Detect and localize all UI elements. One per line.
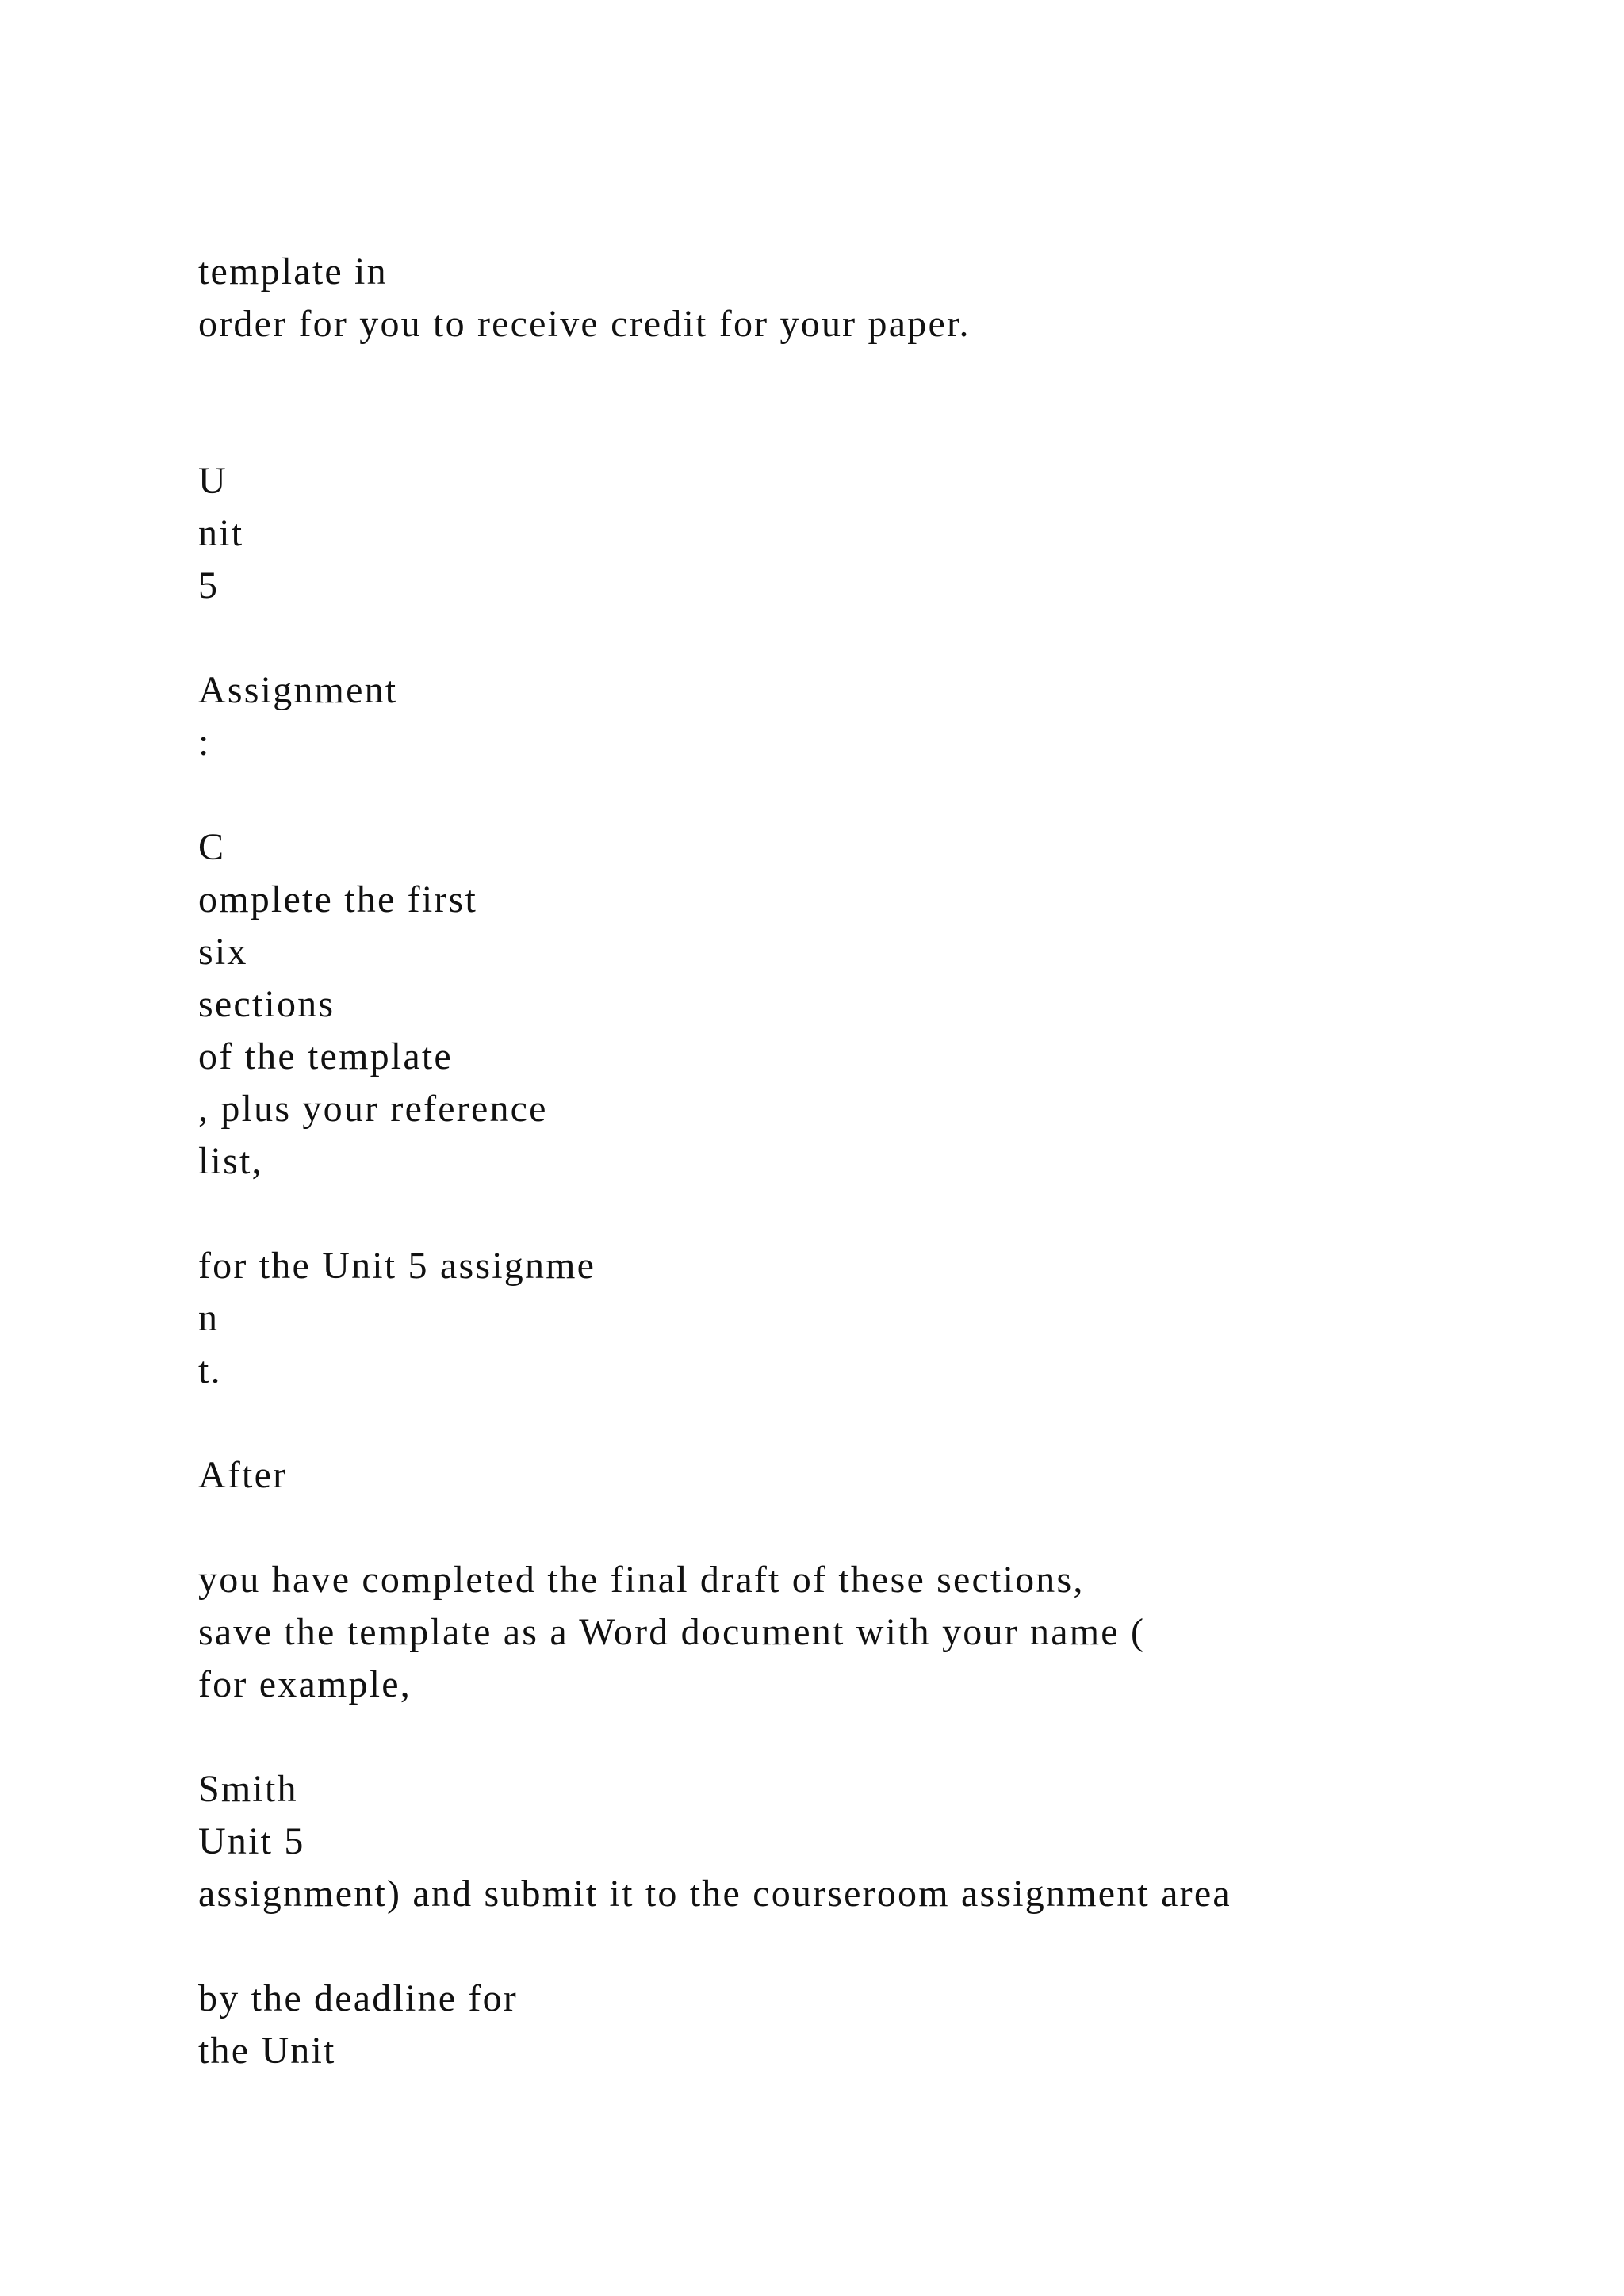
text-line: nit [198,512,244,554]
text-line: t. [198,1349,222,1391]
text-line: C [198,826,226,868]
text-line: by the deadline for [198,1977,518,2019]
text-line: n [198,1297,220,1339]
text-line: of the template [198,1035,453,1077]
text-line: for example, [198,1663,412,1705]
blank-line [198,1920,1546,1973]
blank-line [198,350,1546,403]
blank-line [198,403,1546,455]
text-line: list, [198,1140,263,1182]
text-line: template in [198,251,388,293]
blank-line [198,612,1546,664]
text-line: Unit 5 [198,1820,305,1862]
text-line: Assignment [198,669,398,711]
blank-line [198,769,1546,821]
text-line: assignment) and submit it to the courseroom assignment area [198,1873,1231,1915]
blank-line [198,1188,1546,1240]
text-line: you have completed the final draft of these sections, [198,1559,1085,1601]
text-line: 5 [198,564,220,607]
text-line: order for you to receive credit for your paper. [198,303,971,345]
text-line: U [198,460,228,502]
text-line: for the Unit 5 assignme [198,1245,596,1287]
text-line: After [198,1454,288,1496]
blank-line [198,1711,1546,1763]
blank-line [198,1397,1546,1449]
text-line: , plus your reference [198,1088,548,1130]
blank-line [198,1502,1546,1554]
text-line: : [198,721,211,763]
text-line: sections [198,983,335,1025]
text-line: the Unit [198,2030,336,2072]
text-line: save the template as a Word document with your name ( [198,1611,1146,1653]
text-line: six [198,931,248,973]
document-body [198,246,1546,2077]
text-line: omplete the first [198,878,477,920]
text-line: Smith [198,1768,298,1810]
